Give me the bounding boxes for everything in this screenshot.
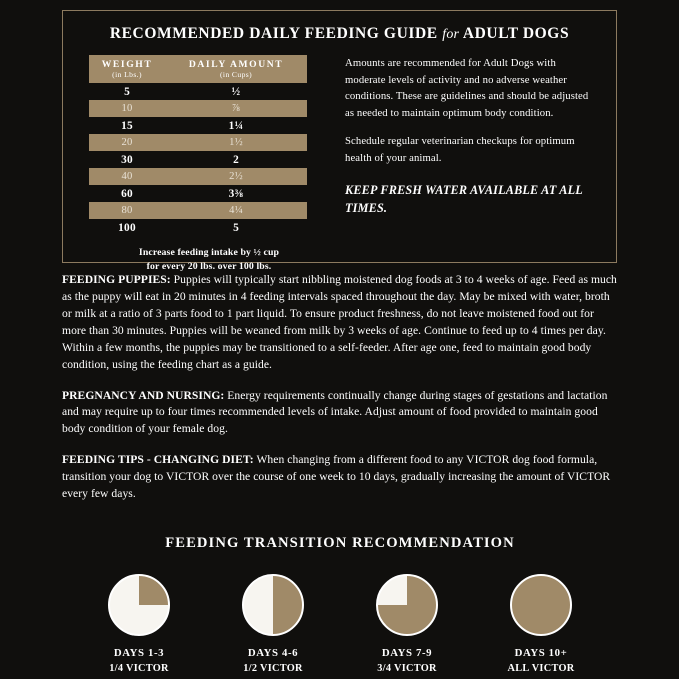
guide-note-paragraph-2: Schedule regular veterinarian checkups for optimum health of your animal. bbox=[345, 135, 575, 164]
guide-title-for: for bbox=[442, 27, 460, 42]
transition-step-days: DAYS 4-6 bbox=[247, 647, 299, 659]
cell-weight: 40 bbox=[89, 168, 165, 185]
cell-amount: 1½ bbox=[165, 134, 307, 151]
section-heading: FEEDING PUPPIES: bbox=[62, 273, 171, 286]
feeding-instructions bbox=[62, 272, 618, 517]
recommended-feeding-guide-panel bbox=[62, 10, 617, 273]
section-pregnancy-nursing bbox=[62, 388, 618, 439]
table-row bbox=[89, 219, 307, 236]
pie-chart-icon bbox=[242, 574, 304, 636]
pie-chart-icon bbox=[510, 574, 572, 636]
keep-fresh-water-note: KEEP FRESH WATER AVAILABLE AT ALL TIMES. bbox=[345, 183, 583, 216]
cell-amount: 5 bbox=[233, 221, 240, 234]
cell-weight: 15 bbox=[121, 119, 133, 132]
column-header-weight-sub: (in Lbs.) bbox=[112, 70, 142, 79]
table-note-line-2: for every 20 lbs. over 100 lbs. bbox=[146, 261, 272, 273]
cell-weight: 100 bbox=[118, 221, 136, 234]
section-body: Energy requirements continually change during stages of gestations and lactation and may require up to four times recommended levels of intake. Adjust amount of food provided to maintain good body condition of your female dog. bbox=[62, 388, 608, 436]
column-header-amount bbox=[165, 55, 307, 83]
guide-notes-column bbox=[345, 55, 595, 274]
section-body: Puppies will typically start nibbling moistened dog foods at 3 to 4 weeks of age. Feed as much as the puppy will eat in 20 minutes in 4 feeding intervals spaced throughout the day. May be mixed with water, broth or milk at a ratio of 3 parts food to 1 part liquid. To ensure product freshness, do not leave moistened food out for more than 30 minutes. Puppies will be weaned from milk by 3 weeks of age. Continue to feed up to 4 times per day. Within a few months, the puppies may be transitioned to a self-feeder. After age one, feed to maintain good body condition, using the feeding chart as a guide. bbox=[62, 273, 617, 371]
cell-weight: 5 bbox=[124, 85, 131, 98]
transition-title: FEEDING TRANSITION RECOMMENDATION bbox=[165, 535, 515, 551]
transition-step bbox=[361, 574, 453, 677]
cell-weight: 80 bbox=[89, 202, 165, 219]
transition-step-label bbox=[361, 646, 453, 677]
transition-steps bbox=[62, 574, 618, 677]
feeding-amount-table bbox=[89, 55, 307, 236]
column-header-amount-sub: (in Cups) bbox=[220, 70, 253, 79]
guide-title-main: RECOMMENDED DAILY FEEDING GUIDE bbox=[109, 25, 438, 42]
transition-step bbox=[93, 574, 185, 677]
guide-note-paragraph-1: Amounts are recommended for Adult Dogs with moderate levels of activity and no adverse weather conditions. These are guidelines and should be adjusted as needed to maintain optimum body condition. bbox=[345, 57, 589, 119]
transition-step bbox=[495, 574, 587, 677]
table-row bbox=[89, 185, 307, 202]
table-row bbox=[89, 202, 307, 219]
table-row bbox=[89, 134, 307, 151]
table-row bbox=[89, 100, 307, 117]
transition-step-days: DAYS 10+ bbox=[514, 647, 568, 659]
table-row bbox=[89, 151, 307, 168]
cell-amount: ⅞ bbox=[165, 100, 307, 117]
transition-step-label bbox=[227, 646, 319, 677]
transition-step-ratio: 1/4 VICTOR bbox=[109, 662, 169, 674]
cell-weight: 20 bbox=[89, 134, 165, 151]
table-row bbox=[89, 117, 307, 134]
cell-amount: 2½ bbox=[165, 168, 307, 185]
cell-weight: 30 bbox=[121, 153, 133, 166]
transition-step-days: DAYS 7-9 bbox=[381, 647, 433, 659]
table-header-row bbox=[89, 55, 307, 83]
transition-step-ratio: ALL VICTOR bbox=[507, 662, 575, 674]
transition-step-label bbox=[495, 646, 587, 677]
cell-weight: 60 bbox=[121, 187, 133, 200]
section-heading: PREGNANCY AND NURSING: bbox=[62, 388, 225, 402]
pie-chart-icon bbox=[376, 574, 438, 636]
transition-step-label bbox=[93, 646, 185, 677]
cell-amount: 4¼ bbox=[165, 202, 307, 219]
cell-amount: 3⅜ bbox=[228, 187, 244, 200]
table-note-line-1: Increase feeding intake by ½ cup bbox=[138, 247, 280, 258]
transition-step-days: DAYS 1-3 bbox=[113, 647, 165, 659]
pie-chart-icon bbox=[108, 574, 170, 636]
cell-amount: 2 bbox=[233, 153, 240, 166]
guide-title-end: ADULT DOGS bbox=[462, 25, 570, 42]
section-heading: FEEDING TIPS - CHANGING DIET: bbox=[62, 453, 254, 467]
cell-amount: ½ bbox=[231, 85, 241, 98]
section-feeding-puppies bbox=[62, 272, 618, 374]
table-row bbox=[89, 83, 307, 100]
guide-body bbox=[63, 55, 616, 274]
cell-amount: 1¼ bbox=[228, 119, 244, 132]
table-note bbox=[89, 246, 329, 274]
column-header-weight-label: WEIGHT bbox=[101, 59, 153, 70]
column-header-amount-label: DAILY AMOUNT bbox=[188, 59, 284, 70]
section-feeding-tips bbox=[62, 452, 618, 503]
table-row bbox=[89, 168, 307, 185]
cell-weight: 10 bbox=[89, 100, 165, 117]
feeding-transition-section bbox=[62, 535, 618, 677]
transition-step-ratio: 3/4 VICTOR bbox=[377, 662, 437, 674]
section-body: When changing from a different food to any VICTOR dog food formula, transition your dog to VICTOR over the course of one week to 10 days, gradually increasing the amount of VICTOR every few days. bbox=[62, 453, 611, 501]
transition-step bbox=[227, 574, 319, 677]
transition-step-ratio: 1/2 VICTOR bbox=[243, 662, 303, 674]
guide-title bbox=[63, 25, 616, 43]
column-header-weight bbox=[89, 55, 165, 83]
guide-table-column bbox=[89, 55, 329, 274]
